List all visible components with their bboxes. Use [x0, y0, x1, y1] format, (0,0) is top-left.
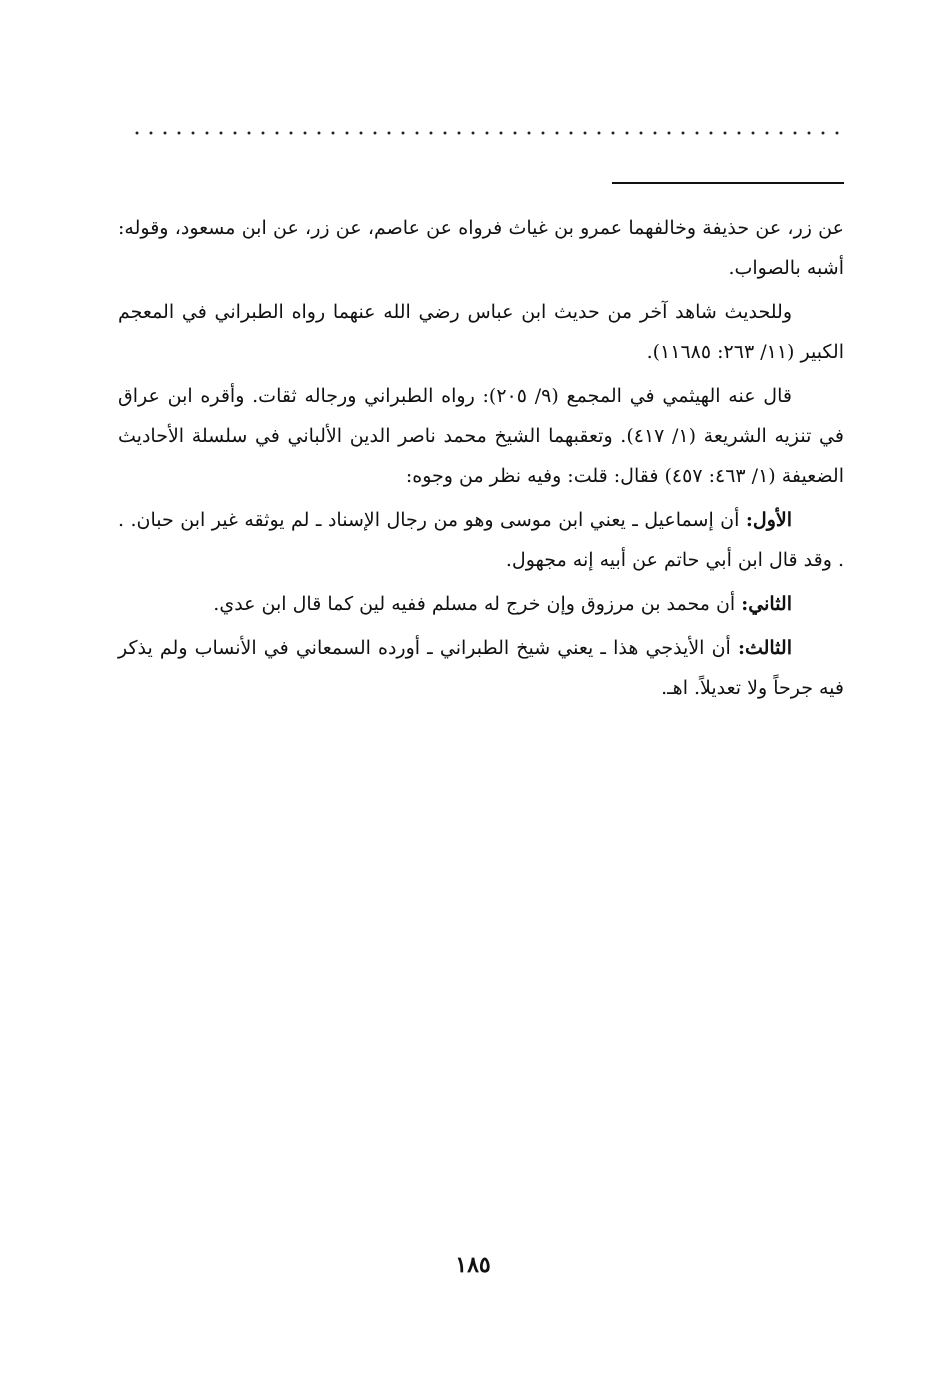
second-point-text: أن محمد بن مرزوق وإن خرج له مسلم ففيه لين كما قال ابن عدي. [213, 593, 742, 615]
footnote-paragraph-5 [118, 584, 844, 624]
footnote-text [118, 208, 844, 712]
first-point-label: الأول: [745, 509, 792, 531]
footnote-paragraph-4 [118, 500, 844, 580]
footnote-paragraph-1: عن زر، عن حذيفة وخالفهما عمرو بن غياث فرواه عن عاصم، عن زر، عن ابن مسعود، وقوله: أشبه بالصواب. [118, 217, 844, 279]
third-point-text: أن الأيذجي هذا ـ يعني شيخ الطبراني ـ أورده السمعاني في الأنساب ولم يذكر فيه جرحاً ولا تعديلاً. اهـ. [118, 637, 844, 699]
footnote-paragraph-6 [118, 628, 844, 708]
second-point-label: الثاني: [741, 593, 792, 615]
footnote-paragraph-2: وللحديث شاهد آخر من حديث ابن عباس رضي الله عنهما رواه الطبراني في المعجم الكبير (١١/ ٢٦٣: ١١٦٨٥). [118, 301, 844, 363]
dotted-separator [130, 130, 842, 136]
third-point-label: الثالث: [737, 637, 792, 659]
page-number: ١٨٥ [455, 1252, 491, 1278]
first-point-text: أن إسماعيل ـ يعني ابن موسى وهو من رجال الإسناد ـ لم يوثقه غير ابن حبان. . . وقد قال ابن أبي حاتم عن أبيه إنه مجهول. [118, 509, 844, 571]
footnote-paragraph-3: قال عنه الهيثمي في المجمع (٩/ ٢٠٥): رواه الطبراني ورجاله ثقات. وأقره ابن عراق في تنزيه الشريعة (١/ ٤١٧). وتعقبهما الشيخ محمد ناصر الدين الألباني في سلسلة الأحاديث الضعيفة (١/ ٤٦٣: ٤٥٧) فقال: قلت: وفيه نظر من وجوه: [118, 385, 844, 487]
footnote-rule [612, 182, 844, 184]
